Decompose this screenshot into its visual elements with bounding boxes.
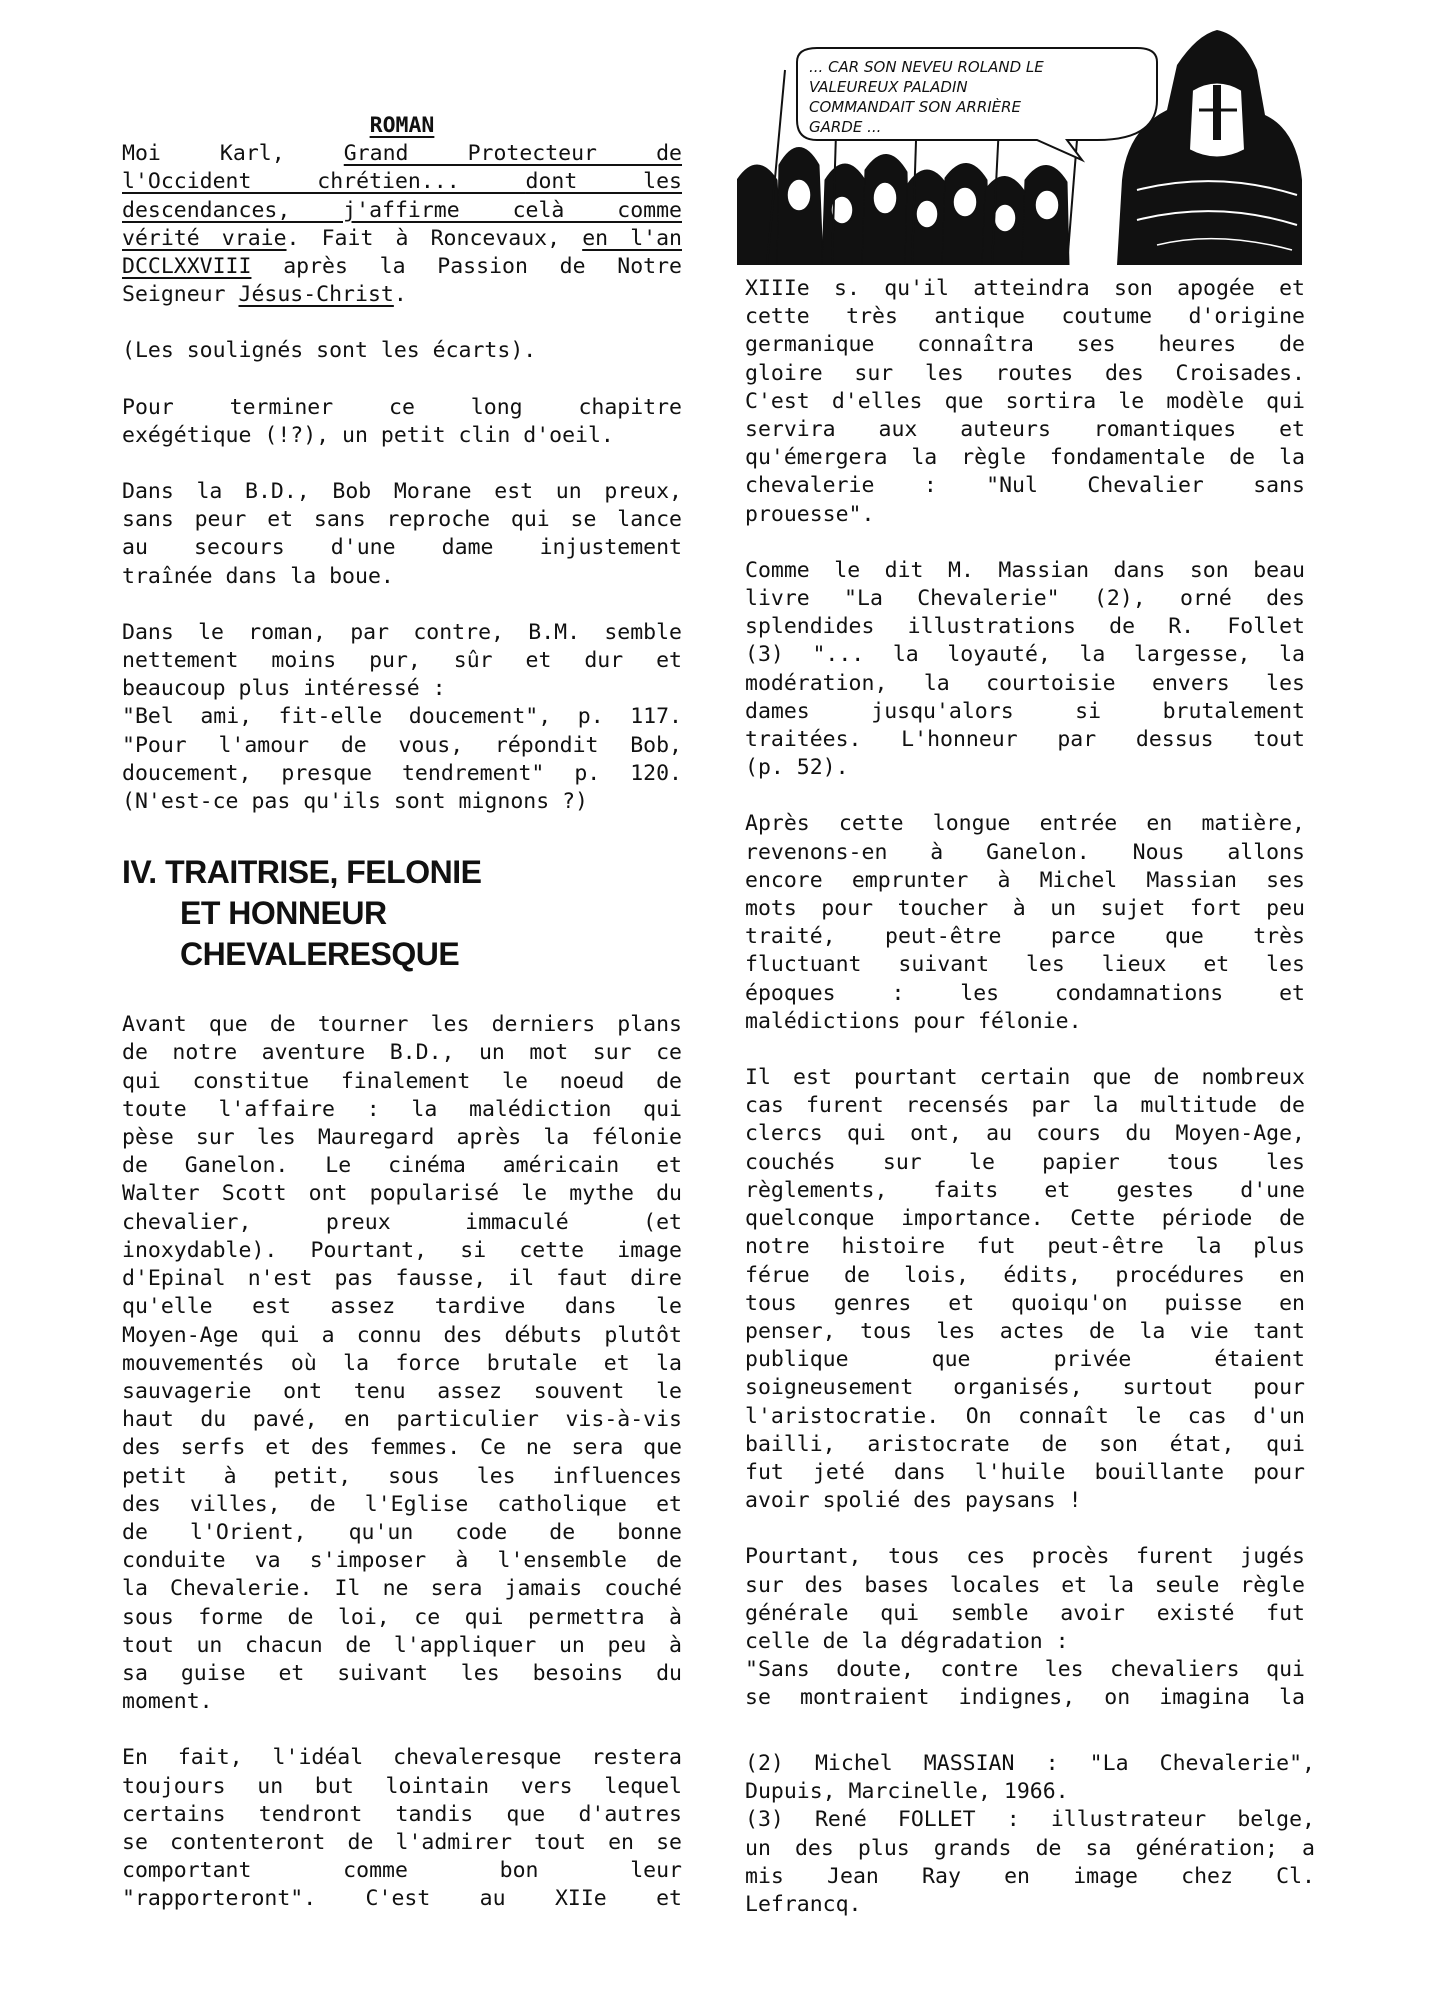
comic-caption-line-4: GARDE ... [809,118,882,136]
footnotes [745,1750,1315,1919]
comic-panel-illustration [737,30,1302,265]
paragraph-comme: Comme le dit M. Massian dans son beau livre "La Chevalerie" (2), orné des splendides illustrations de R. Follet (3) "... la loyauté, la largesse, la modération, la courtoisie envers les dames jusqu'alors si brutalement traitées. L'honneur par dessus tout (p. 52). [745,557,1305,781]
heading-line-3: CHEVALERESQUE [180,936,460,973]
paragraph-bd: Dans la B.D., Bob Morane est un preux, sans peur et sans reproche qui se lance au secours d'une dame injustement traînée dans la boue. [122,479,682,589]
paragraph-terminer: Pour terminer ce long chapitre exégétique (!?), un petit clin d'oeil. [122,394,682,448]
paragraph-xiii: XIIIe s. qu'il atteindra son apogée et cette très antique coutume d'origine germanique connaîtra ses heures de gloire sur les routes des Croisades. C'est d'elles que sortira le modèle qui servira aux auteurs romantiques et qu'émergera la règle fondamentale de la chevalerie : "Nul Chevalier sans prouesse". [745,276,1305,527]
roman-line-1: Moi Karl, Grand Protecteur de [122,141,682,167]
heading-line-1: IV. TRAITRISE, FELONIE [122,854,482,891]
paragraph-apres: Après cette longue entrée en matière, revenons-en à Ganelon. Nous allons encore emprunter à Michel Massian ses mots pour toucher à un sujet fort peu traité, peut-être parce que très fluctuant suivant les lieux et les époques : les condamnations et malédictions pour félonie. [745,811,1305,1034]
comic-caption-line-1: ... CAR SON NEVEU ROLAND LE [809,58,1044,76]
paragraph-soulignes: (Les soulignés sont les écarts). [122,338,537,364]
footnote-line: Lefrancq. [745,1892,862,1918]
footnote-line: un des plus grands de sa génération; a [745,1835,1315,1861]
right-column [745,275,1305,1713]
roman-line-2: l'Occident chrétien... dont les [122,169,682,195]
section-heading [122,852,682,975]
paragraph-roman: Dans le roman, par contre, B.M. semble nettement moins pur, sûr et dur et beaucoup plus intéressé : "Bel ami, fit-elle doucement", p. 117. "Pour l'amour de vous, répondit Bob, doucement, presque tendrement" p. 120. (N'est-ce pas qu'ils sont mignons ?) [122,619,682,815]
comic-caption-line-2: VALEUREUX PALADIN [809,78,968,96]
paragraph-pourtant: Pourtant, tous ces procès furent jugés sur des bases locales et la seule règle générale qui semble avoir existé fut celle de la dégradation : "Sans doute, contre les chevaliers qui se montraient indignes, on imagina la [745,1544,1305,1711]
footnote-line: (2) Michel MASSIAN : "La Chevalerie", [745,1751,1315,1776]
roman-line-6: Seigneur Jésus-Christ. [122,282,407,308]
left-column [122,112,682,1914]
paragraph-certain: Il est pourtant certain que de nombreux cas furent recensés par la multitude de clercs qui ont, au cours du Moyen-Age, couchés sur le papier tous les règlements, faits et gestes d'une quelconque importance. Cette période de notre histoire fut peut-être la plus férue de lois, édits, procédures en tous genres et quoiqu'on puisse en penser, tous les actes de la vie tant publique que privée étaient soigneusement organisés, surtout pour l'aristocratie. On connaît le cas d'un bailli, aristocrate de son état, qui fut jeté dans l'huile bouillante pour avoir spolié des paysans ! [745,1065,1305,1514]
footnote-line: Dupuis, Marcinelle, 1966. [745,1779,1069,1805]
roman-line-4: vérité vraie. Fait à Roncevaux, en l'an [122,225,682,251]
paragraph-avant: Avant que de tourner les derniers plans de notre aventure B.D., un mot sur ce qui constitue finalement le noeud de toute l'affaire : la malédiction qui pèse sur les Mauregard après la félonie de Ganelon. Le cinéma américain et Walter Scott ont popularisé le mythe du chevalier, preux immaculé (et inoxydable). Pourtant, si cette image d'Epinal n'est pas fausse, il faut dire qu'elle est assez tardive dans le Moyen-Age qui a connu des débuts plutôt mouvementés où la force brutale et la sauvagerie ont tenu assez souvent le haut du pavé, en particulier vis-à-vis des serfs et des femmes. Ce ne sera que petit à petit, sous les influences des villes, de l'Eglise catholique et de l'Orient, qu'un code de bonne conduite va s'imposer à l'ensemble de la Chevalerie. Il ne sera jamais couché sous forme de loi, ce qui permettra à tout un chacun de l'appliquer un peu à sa guise et suivant les besoins du moment. [122,1012,682,1715]
roman-block [122,112,682,309]
roman-line-3: descendances, j'affirme celà comme [122,197,682,223]
roman-line-5: DCCLXXVIII après la Passion de Notre [122,254,682,280]
comic-caption-line-3: COMMANDAIT SON ARRIÈRE [809,98,1022,116]
footnote-line: (3) René FOLLET : illustrateur belge, [745,1807,1315,1833]
paragraph-enfait: En fait, l'idéal chevaleresque restera toujours un but lointain vers lequel certains tendront tandis que d'autres se contenteront de l'admirer tout en se comportant comme bon leur "rapporteront". C'est au XIIe et [122,1745,682,1912]
footnote-line: mis Jean Ray en image chez Cl. [745,1863,1315,1889]
roman-title: ROMAN [369,113,435,138]
heading-line-2: ET HONNEUR [180,895,387,932]
